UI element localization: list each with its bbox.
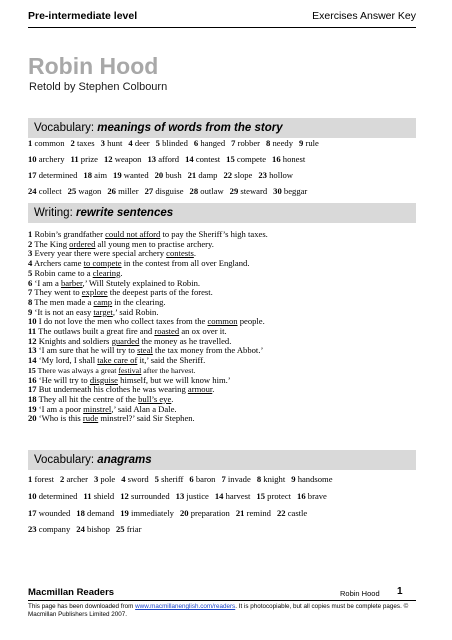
- sentence-text: harvest.: [169, 365, 196, 375]
- item-number: 24: [28, 186, 37, 196]
- sentence-number: 16: [28, 374, 37, 385]
- item-word: baron: [195, 474, 216, 484]
- item-word: determined: [38, 170, 78, 180]
- answer-item: [83, 491, 114, 501]
- sentence-number: 7: [28, 287, 33, 298]
- underlined-phrase: target: [93, 306, 113, 317]
- answer-item: [236, 508, 271, 518]
- item-word: hunt: [107, 138, 123, 148]
- item-number: 1: [28, 138, 33, 148]
- item-word: invade: [227, 474, 251, 484]
- sentence-text: himself, but we will know him.’: [118, 374, 231, 385]
- item-word: prize: [80, 154, 98, 164]
- item-number: 24: [76, 524, 85, 534]
- answer-item: [185, 154, 220, 164]
- sentence-text: Robin’s grandfather: [34, 229, 106, 239]
- footer-brand: Macmillan Readers: [28, 587, 115, 598]
- underlined-phrase: minstrel: [83, 403, 112, 414]
- sentence-text: ‘Who is this: [38, 413, 83, 424]
- underlined-phrase: common: [207, 316, 238, 327]
- item-word: steward: [240, 186, 268, 196]
- item-word: collect: [38, 186, 62, 196]
- answer-item: [273, 186, 307, 196]
- sentence-text: Every year there were special archery: [34, 248, 167, 259]
- answer-item: [28, 138, 65, 148]
- answer-item: [215, 491, 251, 501]
- item-number: 13: [175, 491, 185, 501]
- answer-item: [71, 138, 95, 148]
- item-number: 21: [187, 170, 197, 180]
- answer-item: [155, 474, 184, 484]
- item-word: hollow: [269, 170, 293, 180]
- answer-item: [189, 474, 215, 484]
- answer-item: [28, 524, 70, 534]
- answer-item: [277, 508, 307, 518]
- page-header: [28, 10, 416, 27]
- sentence-text: There was always a great: [37, 365, 119, 375]
- item-number: 17: [28, 508, 37, 518]
- underlined-phrase: guarded: [111, 335, 140, 346]
- answer-item: [28, 508, 70, 518]
- item-word: immediately: [130, 508, 174, 518]
- item-word: outlaw: [200, 186, 224, 196]
- answer-item: [83, 170, 107, 180]
- footer-note-text: . It is photocopiable, but all copies must be complete pages. © Macmillan Publishers Limited 2007.: [28, 603, 409, 618]
- answer-row: [28, 138, 428, 149]
- answer-item: [297, 491, 327, 501]
- document-type-label: Exercises Answer Key: [312, 10, 416, 22]
- answer-item: [257, 474, 285, 484]
- sentence-number: 8: [28, 296, 33, 307]
- sentence-number: 3: [28, 248, 33, 259]
- item-word: sword: [127, 474, 149, 484]
- item-word: hanged: [200, 138, 226, 148]
- sentence-text: the money as he travelled.: [139, 335, 232, 346]
- item-word: robber: [237, 138, 261, 148]
- answer-item: [272, 154, 305, 164]
- sentence-text: to pay the Sheriff’s high taxes.: [160, 229, 268, 239]
- item-word: miller: [118, 186, 139, 196]
- item-number: 25: [115, 524, 125, 534]
- answer-item: [121, 474, 148, 484]
- sentence-number: 17: [28, 384, 37, 395]
- answer-item: [223, 170, 252, 180]
- item-word: archer: [66, 474, 88, 484]
- item-number: 5: [154, 474, 159, 484]
- item-word: beggar: [283, 186, 308, 196]
- section-heading-prefix: Vocabulary:: [34, 454, 98, 466]
- answer-item: [60, 474, 88, 484]
- answer-row: [28, 186, 428, 197]
- item-word: honest: [282, 154, 306, 164]
- sentence-text: Knights and soldiers: [38, 335, 112, 346]
- sentence-text: ,’ Will Stutely explained to Robin.: [82, 277, 201, 288]
- sentence-text: ‘My lord, I shall: [38, 355, 98, 366]
- answer-item: [28, 491, 77, 501]
- sentence-number: 13: [28, 345, 37, 356]
- item-word: pole: [100, 474, 116, 484]
- item-number: 9: [299, 138, 304, 148]
- answer-item: [190, 186, 224, 196]
- item-word: brave: [307, 491, 327, 501]
- item-word: preparation: [190, 508, 230, 518]
- item-word: slope: [234, 170, 253, 180]
- item-word: determined: [38, 491, 78, 501]
- answer-item: [155, 170, 182, 180]
- section-heading-prefix: Vocabulary:: [34, 122, 98, 134]
- sentence-text: in the clearing.: [112, 296, 166, 307]
- sentence-number: 2: [28, 238, 33, 249]
- item-number: 14: [185, 154, 194, 164]
- answer-item: [147, 154, 179, 164]
- underlined-phrase: clearing: [92, 267, 121, 278]
- page-title: Robin Hood: [28, 53, 159, 79]
- item-word: blinded: [162, 138, 188, 148]
- sentence-text: Robin came to a: [34, 267, 93, 278]
- sentence-number: 5: [28, 267, 33, 278]
- item-word: needy: [272, 138, 294, 148]
- item-number: 22: [276, 508, 286, 518]
- sentence-number: 20: [28, 413, 37, 424]
- answer-row: [28, 474, 428, 485]
- section-heading-prefix: Writing:: [34, 207, 76, 219]
- answer-item: [120, 491, 169, 501]
- answer-item: [128, 138, 149, 148]
- answer-item: [194, 138, 225, 148]
- sentence-text: Archers came: [33, 258, 84, 269]
- answer-item: [156, 138, 188, 148]
- item-word: disguise: [155, 186, 184, 196]
- item-number: 23: [28, 524, 37, 534]
- item-number: 17: [28, 170, 37, 180]
- answer-item: [221, 474, 250, 484]
- item-word: forest: [34, 474, 55, 484]
- sentence-text: all young men to practise archery.: [95, 238, 214, 249]
- underlined-phrase: bull’s eye: [138, 393, 172, 404]
- sentence-number: 9: [28, 306, 33, 317]
- answer-item: [226, 154, 266, 164]
- item-word: justice: [186, 491, 209, 501]
- item-word: wagon: [78, 186, 102, 196]
- item-word: rule: [305, 138, 319, 148]
- underlined-phrase: ordered: [69, 238, 96, 249]
- item-number: 10: [28, 154, 37, 164]
- item-word: archery: [38, 154, 65, 164]
- answer-row: [28, 154, 428, 165]
- answer-item: [28, 186, 62, 196]
- section-heading-writing: [28, 203, 416, 223]
- item-number: 3: [93, 474, 99, 484]
- sentence-text: ,’ said Robin.: [112, 306, 159, 317]
- underlined-phrase: take care of: [97, 355, 138, 366]
- answer-item: [258, 170, 293, 180]
- item-number: 8: [266, 138, 271, 148]
- item-word: handsome: [297, 474, 333, 484]
- sentence-number: 18: [28, 393, 37, 404]
- underlined-phrase: to compete: [83, 258, 122, 269]
- item-number: 30: [273, 186, 282, 196]
- item-number: 16: [272, 154, 281, 164]
- item-number: 19: [113, 170, 122, 180]
- item-word: surrounded: [130, 491, 170, 501]
- footer-book-title: Robin Hood: [340, 589, 380, 598]
- answer-item: [231, 138, 260, 148]
- item-number: 6: [189, 474, 194, 484]
- sentence-answer: [28, 356, 423, 366]
- sentence-text: the tax money from the Abbot.’: [152, 345, 264, 356]
- sentence-text: I do not love the men who collect taxes from the: [38, 316, 208, 327]
- item-number: 20: [179, 508, 189, 518]
- item-number: 25: [67, 186, 77, 196]
- item-number: 7: [231, 138, 236, 148]
- sentence-number: 14: [28, 355, 37, 366]
- item-number: 8: [256, 474, 262, 484]
- sentence-number: 1: [28, 229, 33, 239]
- item-word: friar: [126, 524, 142, 534]
- header-divider: [28, 27, 416, 28]
- item-number: 16: [297, 491, 306, 501]
- item-number: 1: [28, 474, 33, 484]
- answer-item: [230, 186, 267, 196]
- item-number: 18: [83, 170, 92, 180]
- sentence-text: .: [212, 384, 215, 395]
- answer-item: [266, 138, 293, 148]
- sentence-text: The outlaws built a great fire and: [38, 326, 155, 337]
- underlined-phrase: rude: [82, 413, 99, 424]
- sentence-text: ,’ said Alan a Dale.: [111, 403, 177, 414]
- item-word: bishop: [87, 524, 110, 534]
- sentence-text: it,’ said the Sheriff.: [137, 355, 206, 366]
- section-heading-vocabulary-anagrams: [28, 450, 416, 470]
- footer-note-text: This page has been downloaded from: [28, 603, 136, 610]
- answer-item: [101, 138, 123, 148]
- item-number: 23: [258, 170, 267, 180]
- answer-item: [28, 154, 65, 164]
- sentence-number: 11: [28, 326, 37, 337]
- answer-item: [68, 186, 102, 196]
- item-number: 2: [60, 474, 65, 484]
- answer-item: [291, 474, 332, 484]
- sentence-number: 12: [28, 335, 37, 346]
- answer-item: [180, 508, 230, 518]
- answer-item: [76, 524, 110, 534]
- sentence-text: The King: [34, 238, 70, 249]
- item-number: 4: [121, 474, 126, 484]
- footer-divider: [28, 600, 416, 601]
- item-number: 28: [189, 186, 199, 196]
- item-number: 11: [70, 154, 79, 164]
- item-number: 9: [291, 474, 296, 484]
- item-number: 15: [256, 491, 265, 501]
- sentence-text: .: [120, 267, 123, 278]
- answer-row: [28, 508, 428, 519]
- section-heading-vocabulary-meanings: [28, 118, 416, 138]
- item-number: 26: [107, 186, 116, 196]
- sentence-text: The men made a: [34, 296, 94, 307]
- sentence-number: 15: [28, 365, 36, 375]
- item-number: 2: [70, 138, 75, 148]
- underlined-phrase: steal: [137, 345, 153, 356]
- section-heading-emphasis: anagrams: [97, 454, 152, 466]
- item-number: 20: [154, 170, 164, 180]
- item-word: taxes: [76, 138, 95, 148]
- sentence-text: They went to: [34, 287, 82, 298]
- sentence-text: But underneath his clothes he was wearing: [38, 384, 188, 395]
- item-number: 7: [221, 474, 226, 484]
- item-word: harvest: [225, 491, 251, 501]
- item-number: 14: [214, 491, 224, 501]
- sentence-number: 19: [28, 403, 37, 414]
- answer-item: [120, 508, 174, 518]
- item-word: afford: [158, 154, 180, 164]
- underlined-phrase: roasted: [154, 326, 180, 337]
- answer-item: [116, 524, 142, 534]
- answer-item: [28, 170, 77, 180]
- underlined-phrase: camp: [93, 296, 113, 307]
- underlined-phrase: could not afford: [105, 229, 161, 239]
- underlined-phrase: festival: [118, 365, 142, 375]
- sentence-text: people.: [237, 316, 265, 327]
- sentence-number: 6: [28, 277, 33, 288]
- answer-row: [28, 491, 428, 502]
- item-word: shield: [93, 491, 115, 501]
- sentence-text: ‘I am sure that he will try to: [38, 345, 138, 356]
- sentence-text: after the: [141, 365, 170, 375]
- sentence-text: minstrel?’ said Sir Stephen.: [98, 413, 195, 424]
- item-word: compete: [236, 154, 267, 164]
- item-word: contest: [195, 154, 221, 164]
- sentence-number: 4: [28, 258, 33, 269]
- item-number: 22: [223, 170, 233, 180]
- section-heading-emphasis: rewrite sentences: [75, 207, 174, 219]
- item-word: remind: [246, 508, 271, 518]
- underlined-phrase: explore: [81, 287, 108, 298]
- readers-link[interactable]: www.macmillanenglish.com/readers: [135, 603, 236, 610]
- item-word: aim: [94, 170, 108, 180]
- item-word: deer: [134, 138, 150, 148]
- sentence-answer: [28, 414, 423, 424]
- item-word: company: [38, 524, 71, 534]
- sentence-text: an ox over it.: [179, 326, 227, 337]
- item-number: 11: [83, 491, 92, 501]
- item-number: 12: [103, 154, 113, 164]
- item-word: sheriff: [161, 474, 184, 484]
- item-word: knight: [263, 474, 286, 484]
- answer-row: [28, 170, 428, 181]
- item-number: 29: [229, 186, 239, 196]
- item-number: 13: [147, 154, 157, 164]
- item-number: 15: [226, 154, 235, 164]
- answer-item: [188, 170, 218, 180]
- sentence-text: ‘I am a poor: [38, 403, 84, 414]
- sentence-answer-list: [28, 230, 423, 424]
- answer-item: [107, 186, 138, 196]
- sentence-text: ‘I am a: [34, 277, 61, 288]
- item-number: 18: [76, 508, 85, 518]
- sentence-text: ‘It is not an easy: [34, 306, 94, 317]
- answer-item: [94, 474, 115, 484]
- item-number: 10: [28, 491, 37, 501]
- item-word: wanted: [123, 170, 149, 180]
- answer-item: [71, 154, 98, 164]
- item-number: 5: [155, 138, 160, 148]
- underlined-phrase: armour: [187, 384, 213, 395]
- sentence-text: the deepest parts of the forest.: [107, 287, 213, 298]
- item-word: weapon: [114, 154, 142, 164]
- item-number: 4: [128, 138, 133, 148]
- section-heading-emphasis: meanings of words from the story: [97, 122, 283, 134]
- underlined-phrase: contests: [166, 248, 194, 259]
- item-number: 19: [120, 508, 129, 518]
- item-number: 21: [235, 508, 245, 518]
- answer-item: [76, 508, 114, 518]
- answer-row: [28, 524, 428, 535]
- answer-item: [176, 491, 209, 501]
- item-word: demand: [87, 508, 115, 518]
- answer-item: [104, 154, 141, 164]
- item-word: castle: [287, 508, 308, 518]
- sentence-number: 10: [28, 316, 37, 327]
- page-number: 1: [397, 586, 403, 597]
- item-number: 12: [120, 491, 129, 501]
- sentence-text: ‘He will try to: [38, 374, 90, 385]
- answer-item: [113, 170, 149, 180]
- underlined-phrase: barber: [60, 277, 83, 288]
- answer-item: [299, 138, 319, 148]
- level-label: Pre-intermediate level: [28, 10, 138, 22]
- item-word: bush: [165, 170, 182, 180]
- item-number: 27: [144, 186, 154, 196]
- footer-note: [28, 603, 418, 619]
- item-number: 6: [193, 138, 199, 148]
- item-word: damp: [198, 170, 218, 180]
- answer-item: [145, 186, 184, 196]
- answer-item: [256, 491, 291, 501]
- answer-item: [28, 474, 54, 484]
- sentence-text: They all hit the centre of the: [38, 393, 139, 404]
- item-word: common: [34, 138, 65, 148]
- sentence-text: .: [171, 393, 174, 404]
- page-subtitle: Retold by Stephen Colbourn: [29, 81, 168, 93]
- item-number: 3: [100, 138, 105, 148]
- sentence-text: .: [193, 248, 196, 259]
- item-word: protect: [267, 491, 292, 501]
- underlined-phrase: disguise: [89, 374, 118, 385]
- item-word: wounded: [38, 508, 71, 518]
- sentence-text: in the contest from all over England.: [121, 258, 250, 269]
